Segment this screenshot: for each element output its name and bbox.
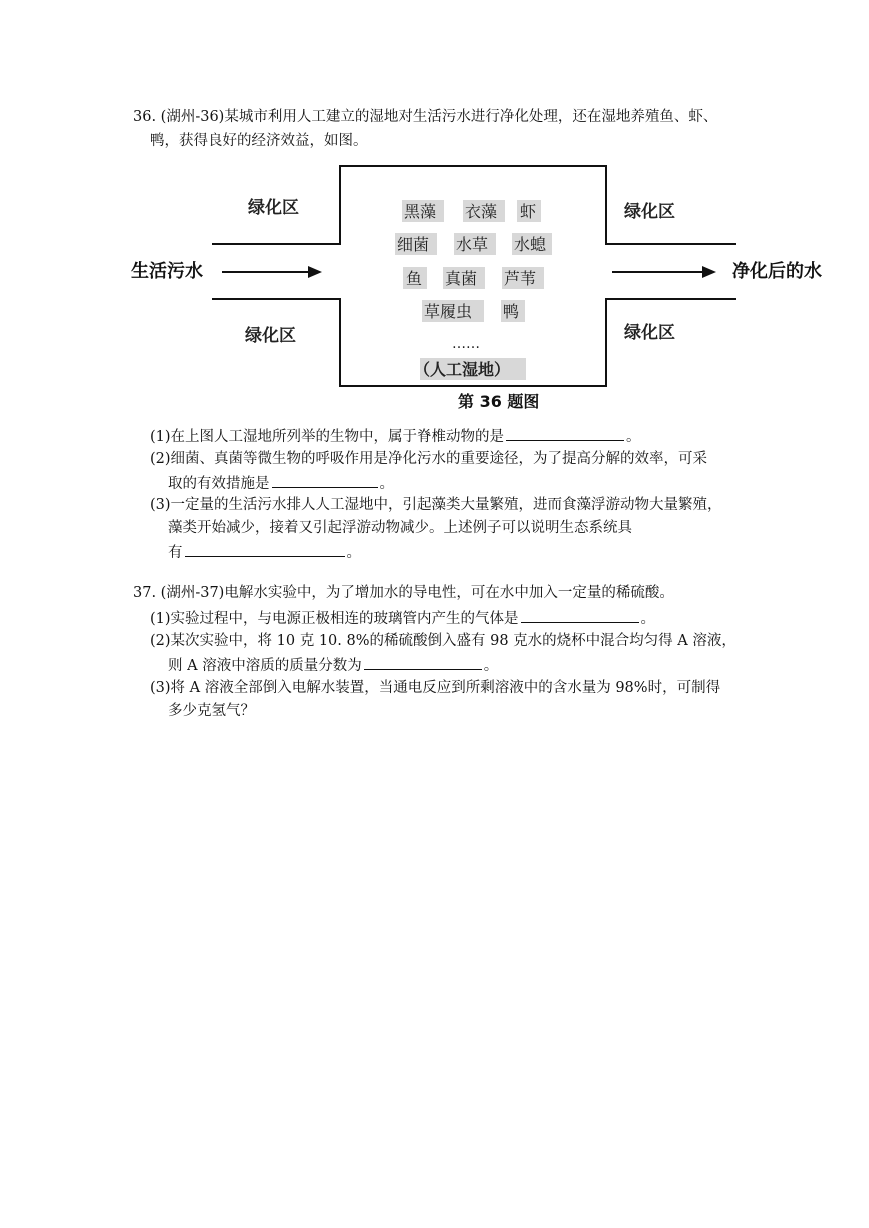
- q36-part3-line1: (3)一定量的生活污水排人人工湿地中，引起藻类大量繁殖，进而食藻浮游动物大量繁殖，: [150, 497, 722, 513]
- q37-stem: 37. (湖州-37)电解水实验中，为了增加水的导电性，可在水中加入一定量的稀硫酸。: [133, 585, 674, 601]
- organism-shuixi: 水螅: [514, 235, 547, 254]
- outflow-label: 净化后的水: [732, 261, 822, 282]
- organism-row-1: [402, 200, 541, 222]
- figure-caption: 第 36 题图: [458, 392, 540, 411]
- zone-top-left: 绿化区: [248, 198, 299, 218]
- organism-xia: 虾: [520, 202, 537, 221]
- organism-caolvchong: 草履虫: [424, 302, 473, 321]
- organism-row-2: [395, 233, 552, 255]
- q36-part3-line3: 有 。: [168, 541, 361, 563]
- organism-row-3: [403, 267, 544, 289]
- answer-blank-36-2[interactable]: [272, 472, 378, 488]
- inflow-label: 生活污水: [131, 261, 203, 282]
- q37-part3-line2: 多少克氢气？: [168, 703, 255, 719]
- organism-heizao: 黑藻: [404, 202, 437, 221]
- q37-part1: (1)实验过程中，与电源正极相连的玻璃管内产生的气体是 。: [150, 607, 655, 629]
- organism-luwei: 芦苇: [504, 269, 537, 288]
- q37-part2-line1: (2)某次实验中，将 10 克 10. 8%的稀硫酸倒入盛有 98 克水的烧杯中混合均匀得 A 溶液，: [150, 633, 736, 649]
- q36-stem-line1: 36. (湖州-36)某城市利用人工建立的湿地对生活污水进行净化处理，还在湿地养殖鱼、虾、: [133, 109, 718, 125]
- q36-part2-line1: (2)细菌、真菌等微生物的呼吸作用是净化污水的重要途径，为了提高分解的效率，可采: [150, 451, 708, 467]
- organism-zhenjun: 真菌: [445, 269, 478, 288]
- zone-bottom-right: 绿化区: [624, 323, 675, 343]
- organism-ya: 鸭: [503, 302, 520, 321]
- answer-blank-37-2[interactable]: [364, 654, 482, 670]
- wetland-label: （人工湿地）: [414, 360, 511, 379]
- organism-yizao: 衣藻: [465, 202, 498, 221]
- zone-bottom-left: 绿化区: [245, 326, 296, 346]
- organism-yu: 鱼: [406, 269, 423, 288]
- q36-part3-line2: 藻类开始减少，接着又引起浮游动物减少。上述例子可以说明生态系统具: [168, 520, 632, 536]
- wetland-diagram: [0, 160, 869, 420]
- answer-blank-37-1[interactable]: [521, 607, 639, 623]
- q37-part2-line2: 则 A 溶液中溶质的质量分数为 。: [168, 654, 498, 676]
- organism-xijun: 细菌: [397, 235, 430, 254]
- q36-part1: (1)在上图人工湿地所列举的生物中，属于脊椎动物的是 。: [150, 425, 641, 447]
- q36-part2-line2: 取的有效措施是 。: [168, 472, 394, 494]
- organism-ellipsis: ……: [452, 336, 480, 352]
- answer-blank-36-3[interactable]: [185, 541, 345, 557]
- organism-shuicao: 水草: [456, 235, 489, 254]
- q37-part3-line1: (3)将 A 溶液全部倒入电解水装置，当通电反应到所剩溶液中的含水量为 98%时，可制得: [150, 680, 721, 696]
- organism-row-4: [422, 300, 525, 322]
- zone-top-right: 绿化区: [624, 202, 675, 222]
- q36-stem-line2: 鸭，获得良好的经济效益，如图。: [150, 133, 368, 149]
- answer-blank-36-1[interactable]: [506, 425, 624, 441]
